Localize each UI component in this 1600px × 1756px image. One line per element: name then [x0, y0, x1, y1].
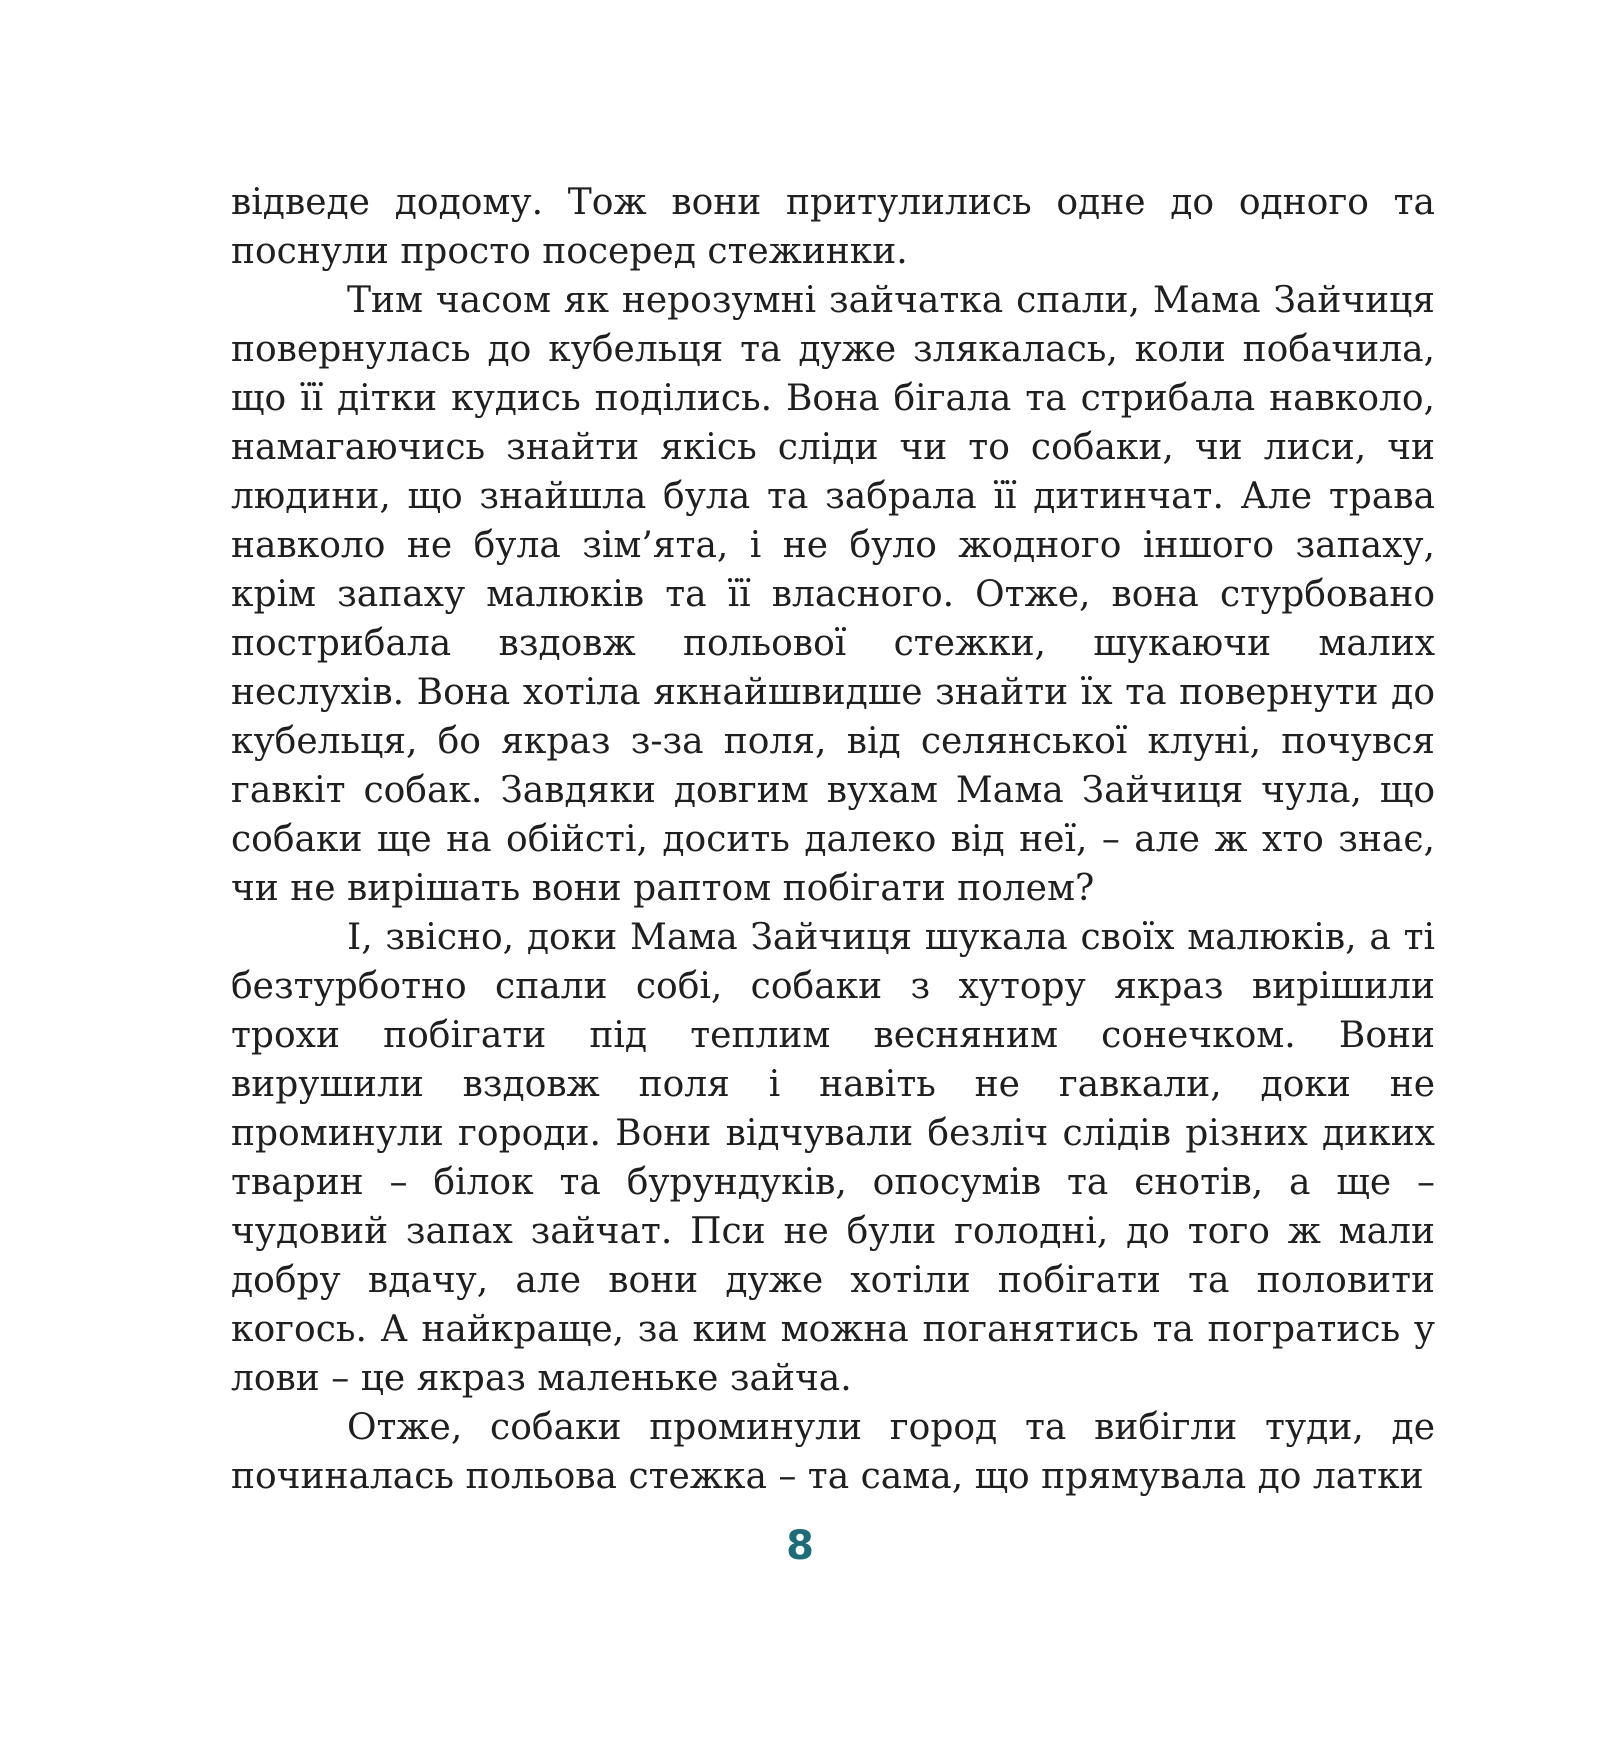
page-number: 8: [786, 1523, 814, 1569]
body-text: [231, 178, 1435, 1501]
paragraph-2: Тим часом як нерозумні зайчатка спали, Мама Зайчиця повернулась до кубельця та дуже злякалась, коли побачила, що її дітки кудись поділись. Вона бігала та стрибала навколо, намагаючись знайти якісь сліди чи то собаки, чи лиси, чи людини, що знайшла була та забрала її дитинчат. Але трава навколо не була зім’ята, і не було жодного іншого запаху, крім запаху малюків та її власного. Отже, вона стурбовано пострибала вздовж польової стежки, шукаючи малих неслухів. Вона хотіла якнайшвидше знайти їх та повернути до кубельця, бо якраз з-за поля, від селянської клуні, почувся гавкіт собак. Завдяки довгим вухам Мама Зайчиця чула, що собаки ще на обійсті, досить далеко від неї, – але ж хто знає, чи не вирішать вони раптом побігати полем?: [231, 280, 1435, 909]
paragraph-4: Отже, собаки проминули город та вибігли туди, де починалась польова стежка – та сама, що прямувала до латки: [231, 1407, 1435, 1497]
paragraph-1: відведе додому. Тож вони притулились одне до одного та поснули просто посеред стежинки.: [231, 182, 1435, 272]
paragraph-3: І, звісно, доки Мама Зайчиця шукала своїх малюків, а ті безтурботно спали собі, собаки з хутору якраз вирішили трохи побігати під теплим весняним сонечком. Вони вирушили вздовж поля і навіть не гавкали, доки не проминули городи. Вони відчували безліч слідів різних диких тварин – білок та бурундуків, опосумів та єнотів, а ще – чудовий запах зайчат. Пси не були голодні, до того ж мали добру вдачу, але вони дуже хотіли побігати та половити когось. А найкраще, за ким можна поганятись та погратись у лови – це якраз маленьке зайча.: [231, 917, 1435, 1399]
